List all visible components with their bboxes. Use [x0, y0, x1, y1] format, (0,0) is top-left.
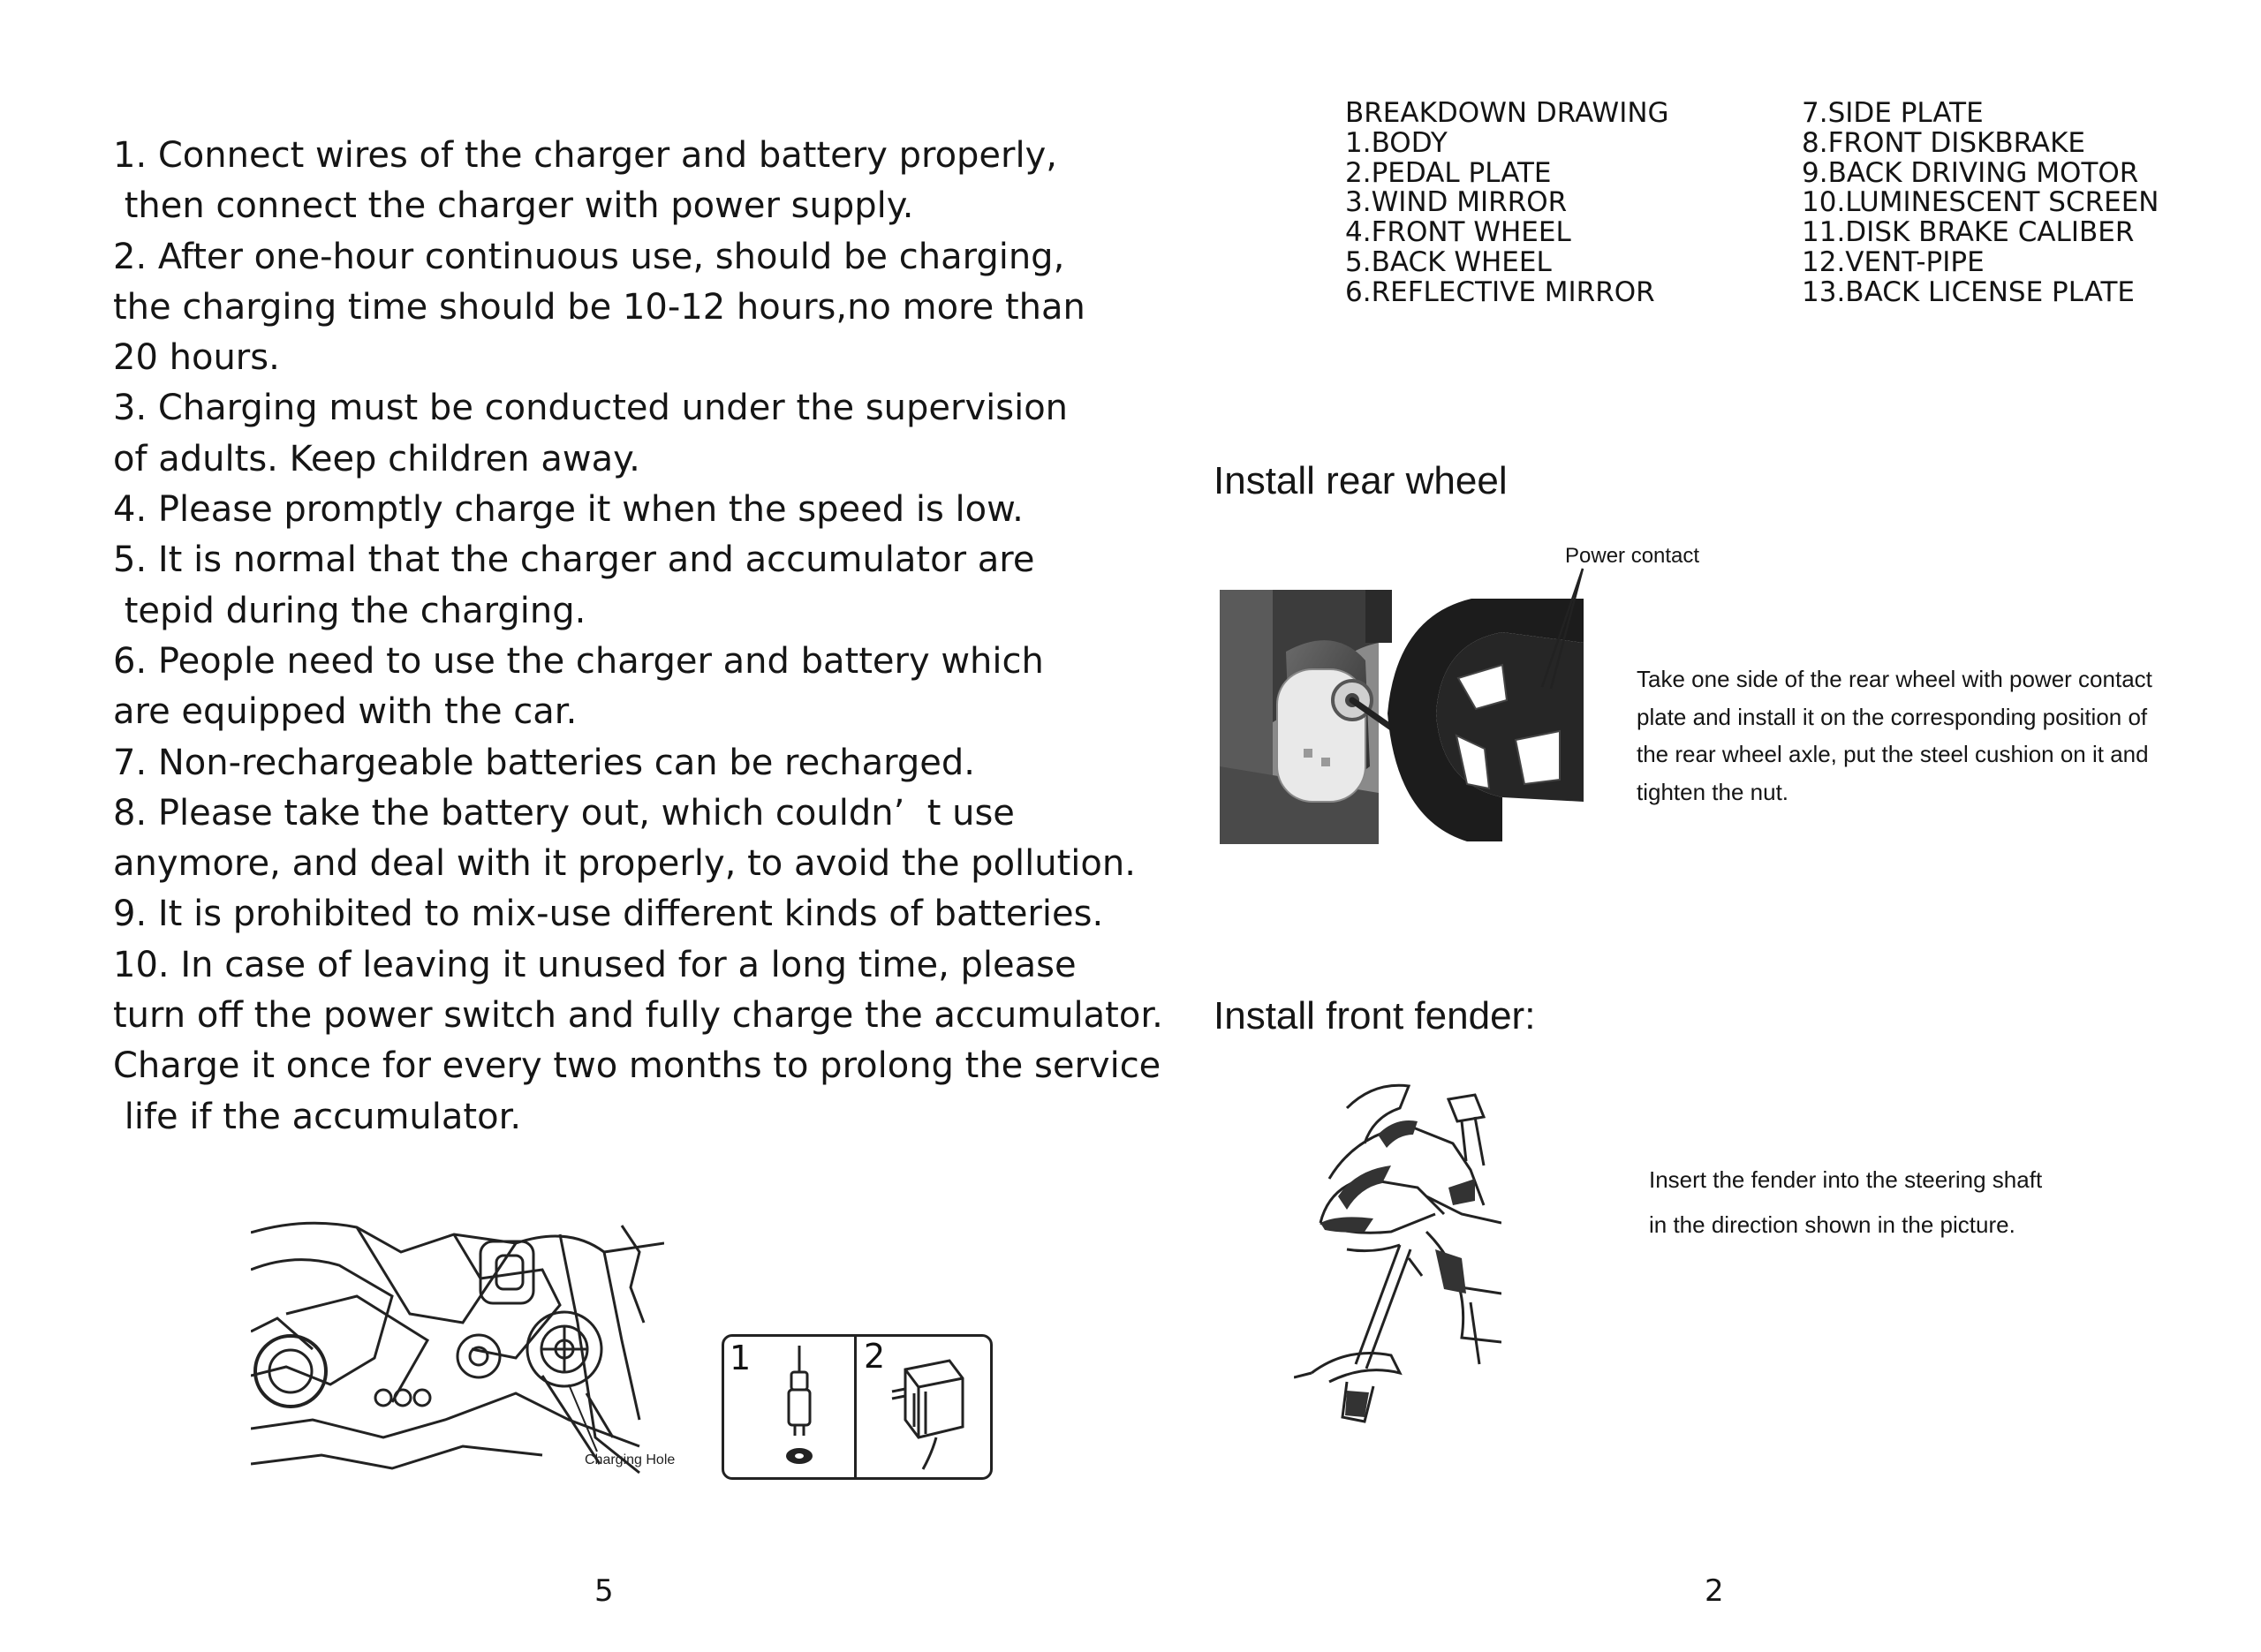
- front-fender-description: [1649, 1158, 2042, 1248]
- rear-wheel-description: [1637, 660, 2152, 811]
- front-fender-desc-line-1: Insert the fender into the steering shaft: [1649, 1166, 2043, 1193]
- power-contact-label: Power contact: [1565, 544, 1700, 568]
- instruction-line-3: 2. After one-hour continuous use, should be charging,: [113, 236, 1065, 277]
- breakdown-item-1: BREAKDOWN DRAWING: [1345, 97, 1669, 129]
- breakdown-item-4: 10.LUMINESCENT SCREEN: [1802, 186, 2159, 219]
- breakdown-list-col2: [1802, 99, 2159, 308]
- charging-hole-label: Charging Hole: [585, 1452, 676, 1467]
- charging-steps-box: [722, 1334, 993, 1480]
- instruction-line-1: 1. Connect wires of the charger and battery properly,: [113, 135, 1057, 176]
- instruction-line-10: tepid during the charging.: [113, 590, 586, 631]
- instruction-line-11: 6. People need to use the charger and battery which: [113, 640, 1044, 682]
- breakdown-item-2: 8.FRONT DISKBRAKE: [1802, 126, 2086, 159]
- instruction-line-6: 3. Charging must be conducted under the supervision: [113, 388, 1069, 429]
- rear-wheel-desc-line-1: Take one side of the rear wheel with power contact: [1637, 666, 2152, 692]
- right-page-number: 2: [1705, 1573, 1724, 1609]
- rear-wheel-heading: Install rear wheel: [1214, 459, 1508, 502]
- breakdown-item-4: 3.WIND MIRROR: [1345, 186, 1568, 219]
- left-page-number: 5: [594, 1573, 614, 1609]
- breakdown-item-2: 1.BODY: [1345, 126, 1448, 159]
- instruction-line-16: 9. It is prohibited to mix-use different kinds of batteries.: [113, 894, 1104, 935]
- instruction-line-15: anymore, and deal with it properly, to avoid the pollution.: [113, 843, 1136, 885]
- breakdown-list-col1: [1345, 99, 1669, 308]
- breakdown-item-7: 13.BACK LICENSE PLATE: [1802, 275, 2136, 308]
- rear-wheel-desc-line-2: plate and install it on the corresponding position of: [1637, 703, 2148, 730]
- instruction-line-2: then connect the charger with power supply.: [113, 185, 914, 227]
- charger-adapter-icon: [883, 1356, 972, 1471]
- step-1-number: 1: [730, 1339, 752, 1377]
- rear-wheel-photo: [1220, 590, 1584, 844]
- breakdown-item-6: 12.VENT-PIPE: [1802, 245, 1985, 278]
- breakdown-item-3: 2.PEDAL PLATE: [1345, 156, 1552, 189]
- plug-icon: [760, 1346, 839, 1469]
- front-fender-desc-line-2: in the direction shown in the picture.: [1649, 1211, 2015, 1238]
- instruction-line-5: 20 hours.: [113, 337, 280, 379]
- front-fender-illustration: [1294, 1082, 1501, 1433]
- instruction-line-18: turn off the power switch and fully charge the accumulator.: [113, 995, 1163, 1037]
- charging-instructions: [113, 131, 1163, 1143]
- breakdown-item-6: 5.BACK WHEEL: [1345, 245, 1552, 278]
- instruction-line-9: 5. It is normal that the charger and accumulator are: [113, 539, 1035, 581]
- instruction-line-20: life if the accumulator.: [113, 1096, 522, 1137]
- instruction-line-4: the charging time should be 10-12 hours,no more than: [113, 286, 1085, 328]
- instruction-line-7: of adults. Keep children away.: [113, 438, 640, 479]
- power-contact-pointer: [1537, 565, 1590, 693]
- steps-divider: [854, 1337, 857, 1477]
- step-2-number: 2: [864, 1337, 886, 1376]
- breakdown-item-3: 9.BACK DRIVING MOTOR: [1802, 156, 2139, 189]
- instruction-line-8: 4. Please promptly charge it when the speed is low.: [113, 489, 1024, 531]
- instruction-line-13: 7. Non-rechargeable batteries can be recharged.: [113, 742, 975, 783]
- instruction-line-12: are equipped with the car.: [113, 691, 578, 733]
- instruction-line-19: Charge it once for every two months to prolong the service: [113, 1045, 1161, 1087]
- rear-wheel-desc-line-4: tighten the nut.: [1637, 778, 1789, 805]
- breakdown-item-1: 7.SIDE PLATE: [1802, 97, 1984, 129]
- instruction-line-14: 8. Please take the battery out, which couldn’ t use: [113, 792, 1015, 834]
- breakdown-item-7: 6.REFLECTIVE MIRROR: [1345, 275, 1655, 308]
- rear-wheel-desc-line-3: the rear wheel axle, put the steel cushion on it and: [1637, 741, 2149, 767]
- instruction-line-17: 10. In case of leaving it unused for a long time, please: [113, 944, 1077, 985]
- charging-hole-illustration: [251, 1217, 676, 1482]
- breakdown-item-5: 4.FRONT WHEEL: [1345, 216, 1571, 249]
- breakdown-item-5: 11.DISK BRAKE CALIBER: [1802, 216, 2135, 249]
- front-fender-heading: Install front fender:: [1214, 994, 1536, 1037]
